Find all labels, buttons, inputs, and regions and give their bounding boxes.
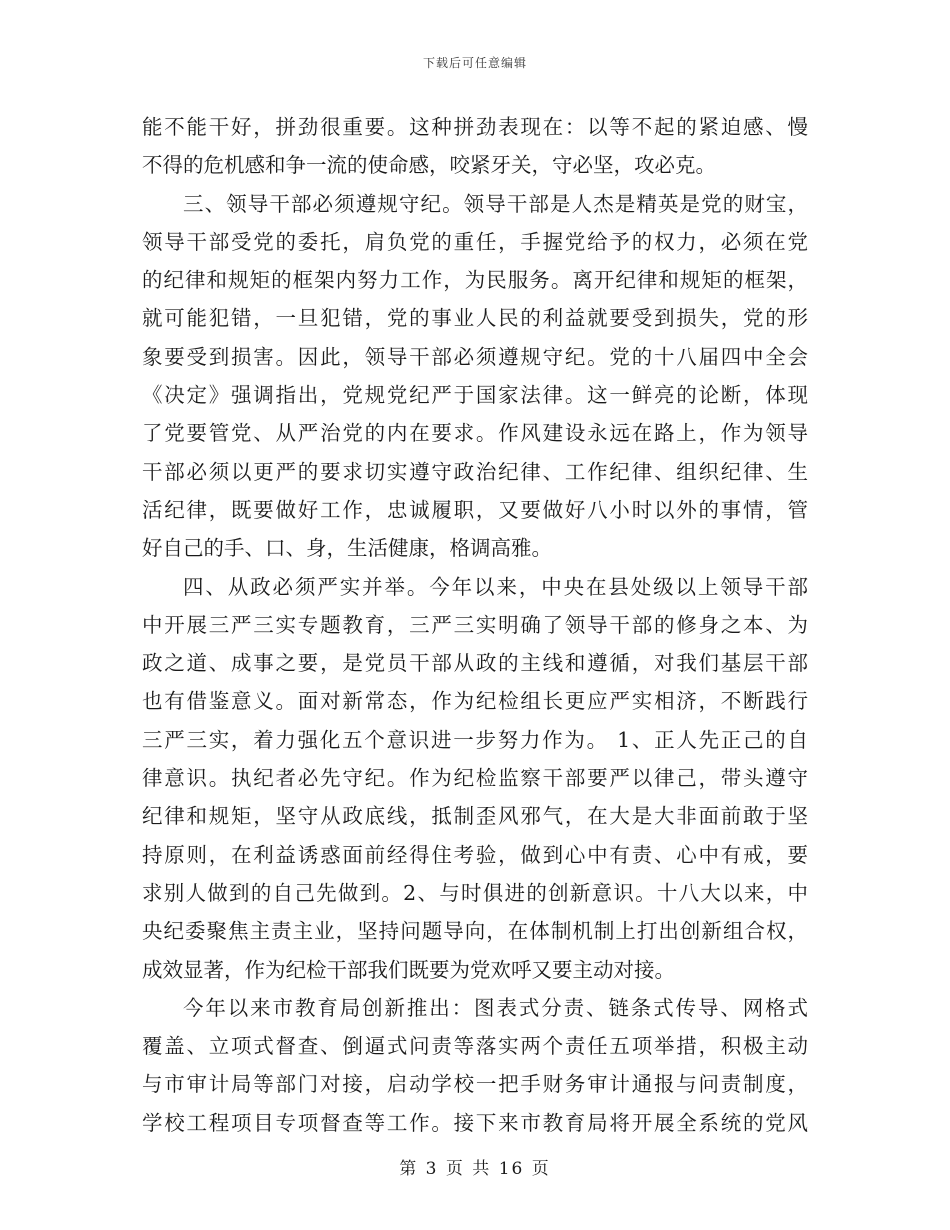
text-line: 《决定》强调指出，党规党纪严于国家法律。这一鲜亮的论断，体现 xyxy=(142,383,808,408)
text-line: 也有借鉴意义。面对新常态，作为纪检组长更应严实相济，不断践行 xyxy=(142,689,808,714)
text-line: 三严三实，着力强化五个意识进一步努力作为。 1、正人先正己的自 xyxy=(142,727,808,752)
text-line: 了党要管党、从严治党的内在要求。作风建设永远在路上，作为领导 xyxy=(142,421,808,446)
text-line: 覆盖、立项式督查、倒逼式问责等落实两个责任五项举措，积极主动 xyxy=(142,1034,808,1059)
document-body xyxy=(142,108,808,1142)
text-line: 政之道、成事之要，是党员干部从政的主线和遵循，对我们基层干部 xyxy=(142,651,808,676)
text-line: 不得的危机感和争一流的使命感，咬紧牙关，守必坚，攻必克。 xyxy=(142,153,716,178)
text-line: 活纪律，既要做好工作，忠诚履职，又要做好八小时以外的事情，管 xyxy=(142,497,808,522)
paragraph-first-line: 今年以来市教育局创新推出：图表式分责、链条式传导、网格式 xyxy=(183,995,808,1020)
paragraph-first-line: 三、领导干部必须遵规守纪。领导干部是人杰是精英是党的财宝， xyxy=(183,191,808,216)
text-line: 律意识。执纪者必先守纪。作为纪检监察干部要严以律己，带头遵守 xyxy=(142,766,808,791)
text-line: 学校工程项目专项督查等工作。接下来市教育局将开展全系统的党风 xyxy=(142,1110,808,1135)
text-line: 干部必须以更严的要求切实遵守政治纪律、工作纪律、组织纪律、生 xyxy=(142,459,808,484)
paragraph-first-line: 四、从政必须严实并举。今年以来，中央在县处级以上领导干部 xyxy=(183,574,808,599)
text-line: 成效显著，作为纪检干部我们既要为党欢呼又要主动对接。 xyxy=(142,957,675,982)
text-line: 就可能犯错，一旦犯错，党的事业人民的利益就要受到损失，党的形 xyxy=(142,306,808,331)
page-number-footer: 第 3 页 共 16 页 xyxy=(399,1159,551,1179)
text-line: 象要受到损害。因此，领导干部必须遵规守纪。党的十八届四中全会 xyxy=(142,344,808,369)
text-line: 持原则，在利益诱惑面前经得住考验，做到心中有责、心中有戒，要 xyxy=(142,842,808,867)
text-line: 中开展三严三实专题教育，三严三实明确了领导干部的修身之本、为 xyxy=(142,612,808,637)
text-line: 求别人做到的自己先做到。2、与时俱进的创新意识。十八大以来，中 xyxy=(142,880,808,905)
text-line: 的纪律和规矩的框架内努力工作，为民服务。离开纪律和规矩的框架， xyxy=(142,268,808,293)
text-line: 能不能干好，拼劲很重要。这种拼劲表现在：以等不起的紧迫感、慢 xyxy=(142,115,808,139)
page-header-note: 下载后可任意编辑 xyxy=(422,56,527,70)
text-line: 央纪委聚焦主责主业，坚持问题导向，在体制机制上打出创新组合权， xyxy=(142,919,808,944)
text-line: 纪律和规矩，坚守从政底线，抵制歪风邪气，在大是大非面前敢于坚 xyxy=(142,804,808,829)
text-line: 好自己的手、口、身，生活健康，格调高雅。 xyxy=(142,536,552,561)
text-line: 领导干部受党的委托，肩负党的重任，手握党给予的权力，必须在党 xyxy=(142,229,808,254)
text-line: 与市审计局等部门对接，启动学校一把手财务审计通报与问责制度， xyxy=(142,1072,808,1097)
